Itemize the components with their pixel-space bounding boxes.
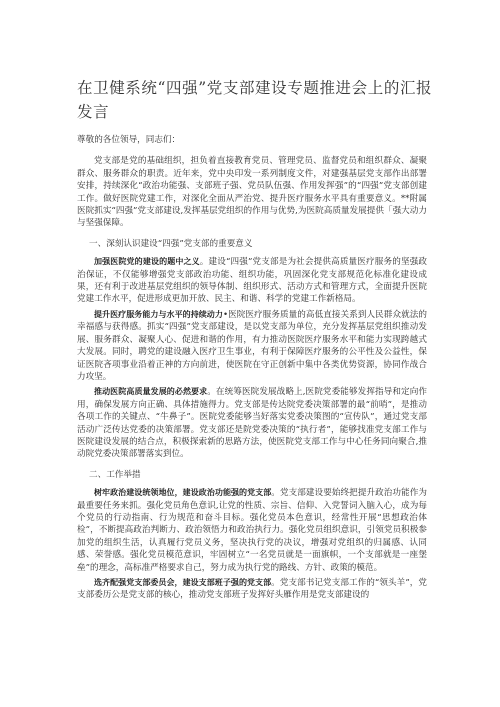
section2-paragraph-1 bbox=[77, 487, 427, 574]
paragraph-text: 。党支部书记党支部工作的“领头羊”，党支部委历公是党支部的核心，推动党支部班子发挥好头雁作用是党支部建设的 bbox=[77, 578, 428, 601]
paragraph-lead: 加强医院党的建设的题中之义 bbox=[94, 257, 200, 267]
section1-paragraph-3 bbox=[77, 386, 427, 460]
paragraph-text: 。党支部建设要始终把提升政治功能作为最重要任务来抓。强化党员角色意识,让党的性质、宗旨、信仰、入党誓词入脑入心，成为每个党员的行动指南、行为规范和奋斗目标。强化党员本色意识，经常性开展“思想政治体检”，不断提高政治判断力、政治领悟力和政治执行力。强化党员组织意识，引领党员积极参加党的组织生活，认真履行党员义务，坚决执行党的决议，增强对党组织的归属感、认同感、荣誉感。强化党员模范意识，牢固树立“一名党员就是一面旗帜，一个支部就是一座堡垒”的理念，高标准严格要求自己，努力成为执行党的路线、方针、政策的模范。 bbox=[77, 488, 427, 573]
section1-paragraph-1 bbox=[77, 256, 427, 306]
section-heading-1: 一、深刻认识建设“四强”党支部的重要意义 bbox=[89, 238, 253, 249]
paragraph-text: •医院医疗服务质量的高低直接关系到人民群众就法的幸福感与获得感。抓实“四强”党支部建设，是以党支部为单位，充分发挥基层党组织推动发展、服务群众、凝聚人心、促进和谐的作用，有力推动医院医疗服务水平和能力实现跨越式大发展。同时，聘党的建设融入医疗卫生事业，有利于保障医疗服务的公平性及公益性，保证医院吝项事业沿着正神的方向前进，使医院在守正创新中集中各类优势资源，协同作战合力攻坚。 bbox=[77, 309, 427, 382]
paragraph-lead: 树牢政治建设统领地位，建设政治功能强的党支部 bbox=[94, 488, 272, 498]
section2-paragraph-2 bbox=[77, 577, 427, 602]
paragraph-lead: 推动医院高质量发展的必然要求 bbox=[94, 387, 208, 397]
paragraph-text: 。在统筹医院发展战略上,医院党委能够发挥指导和定向作用，确保发展方向正确、具体措施得力。党支部是传达院党委决策部署的最“前哨”，是推动各项工作的关键点、“牛鼻子”。医院党委能够当好落实党委决策图的“宣传队”，通过党支部活动广泛传达党委的决策部署。党支部还是院党委决策的“执行者”，能够找准党支部工作与医院建设发展的结合点，积极探索新的思路方法，使医院党支部工作与中心任务同向聚合,推动院党委决策部署落实到位。 bbox=[77, 387, 428, 460]
section1-paragraph-2 bbox=[77, 309, 427, 383]
intro-paragraph: 党支部是党的基础组织，担负着直接教育党员、管理党员、监督党员和组织群众、凝聚群众、服务群众的职责。近年来，党中央印发一系列制度文件，对建强基层党支部作出部署安排，持续深化“政治功能强、支部班子强、党员队伍强、作用发挥强”的“四强”党支部创建工作。做好医院党建工作，对深化全面从严治党、提升医疗服务水平具有重要意义。**附属医院抓实“四强”党支部建设,发挥基层党组织的作用与优势,为医院高质量发展提供「强大动力与坚强保障。 bbox=[77, 156, 427, 229]
document-body bbox=[77, 134, 427, 605]
paragraph-lead: 选齐配强党支部委员会，建设支部班子强的党支部 bbox=[94, 578, 272, 587]
document-title: 在卫健系统“四强”党支部建设专题推进会上的汇报发言 bbox=[77, 79, 433, 121]
section-heading-2: 二、工作举措 bbox=[89, 469, 141, 480]
paragraph-lead: 提升医疗服务能力与水平的持续动力 bbox=[94, 309, 223, 319]
salutation: 尊敬的各位领导，同志们： bbox=[77, 135, 181, 145]
paragraph-text: 。建设“四强”党支部是为社会提供高质量医疗服务的坚强政治保证，不仅能够增强党支部政治功能、组织功能，巩固深化党支部规范化标准化建设成果，还有利于改进基层党组织的领导体制、组织形式、活动方式和管理方式，全面提升医院党建工作水平，促进形成更加开放、民主、和谐、科学的党建工作新格局。 bbox=[77, 257, 428, 305]
